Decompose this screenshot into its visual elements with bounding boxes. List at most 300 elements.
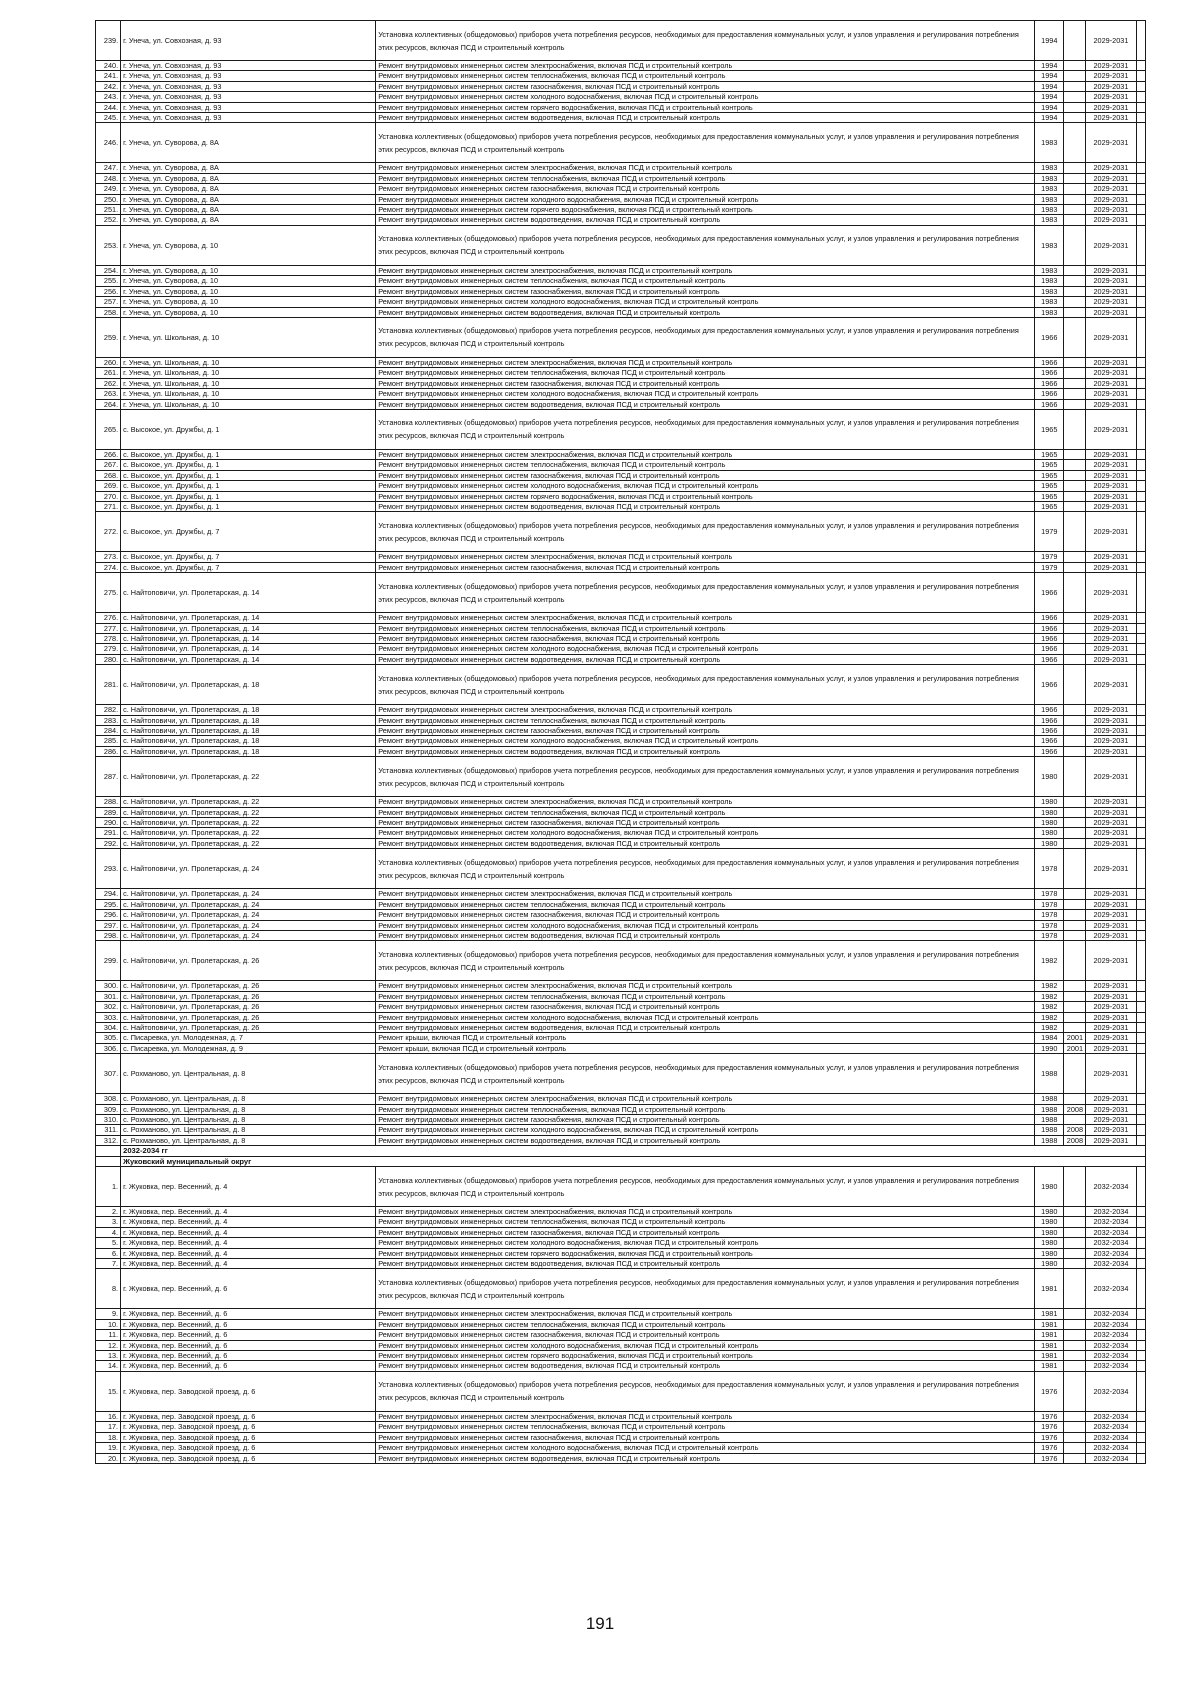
address-cell: г. Жуковка, пер. Весенний, д. 6 bbox=[121, 1330, 376, 1340]
last-repair-year-cell bbox=[1064, 930, 1086, 940]
planned-period-cell: 2032-2034 bbox=[1086, 1432, 1136, 1442]
last-repair-year-cell bbox=[1064, 736, 1086, 746]
blank-tail-cell bbox=[1136, 930, 1145, 940]
year-built-cell: 1981 bbox=[1035, 1269, 1064, 1309]
year-built-cell: 1965 bbox=[1035, 409, 1064, 449]
planned-period-cell: 2029-2031 bbox=[1086, 828, 1136, 838]
planned-period-cell: 2029-2031 bbox=[1086, 1002, 1136, 1012]
year-built-cell: 1980 bbox=[1035, 797, 1064, 807]
blank-tail-cell bbox=[1136, 1238, 1145, 1248]
work-description-cell: Ремонт внутридомовых инженерных систем электроснабжения, включая ПСД и строительный контроль bbox=[376, 449, 1035, 459]
planned-period-cell: 2029-2031 bbox=[1086, 71, 1136, 81]
year-built-cell: 1966 bbox=[1035, 654, 1064, 664]
last-repair-year-cell bbox=[1064, 173, 1086, 183]
work-description-cell: Ремонт внутридомовых инженерных систем электроснабжения, включая ПСД и строительный контроль bbox=[376, 1094, 1035, 1104]
row-number: 277. bbox=[96, 623, 121, 633]
planned-period-cell: 2029-2031 bbox=[1086, 286, 1136, 296]
table-row bbox=[96, 215, 1146, 225]
year-built-cell: 1966 bbox=[1035, 726, 1064, 736]
year-built-cell: 1965 bbox=[1035, 460, 1064, 470]
planned-period-cell: 2029-2031 bbox=[1086, 194, 1136, 204]
table-row bbox=[96, 1309, 1146, 1319]
blank-tail-cell bbox=[1136, 562, 1145, 572]
row-number: 311. bbox=[96, 1125, 121, 1135]
work-description-cell: Ремонт внутридомовых инженерных систем холодного водоснабжения, включая ПСД и строительный контроль bbox=[376, 92, 1035, 102]
year-built-cell: 1978 bbox=[1035, 849, 1064, 889]
row-number: 269. bbox=[96, 481, 121, 491]
planned-period-cell: 2029-2031 bbox=[1086, 910, 1136, 920]
year-built-cell: 1988 bbox=[1035, 1125, 1064, 1135]
row-number: 15. bbox=[96, 1371, 121, 1411]
last-repair-year-cell bbox=[1064, 665, 1086, 705]
planned-period-cell: 2029-2031 bbox=[1086, 981, 1136, 991]
year-built-cell: 1984 bbox=[1035, 1033, 1064, 1043]
work-description-cell: Ремонт внутридомовых инженерных систем газоснабжения, включая ПСД и строительный контроль bbox=[376, 378, 1035, 388]
planned-period-cell: 2029-2031 bbox=[1086, 409, 1136, 449]
year-built-cell: 1988 bbox=[1035, 1094, 1064, 1104]
last-repair-year-cell bbox=[1064, 113, 1086, 123]
row-number: 307. bbox=[96, 1054, 121, 1094]
last-repair-year-cell bbox=[1064, 726, 1086, 736]
table-row bbox=[96, 92, 1146, 102]
section-header-row bbox=[96, 1146, 1146, 1156]
row-number: 278. bbox=[96, 634, 121, 644]
planned-period-cell: 2029-2031 bbox=[1086, 1012, 1136, 1022]
work-description-cell: Ремонт внутридомовых инженерных систем горячего водоснабжения, включая ПСД и строительный контроль bbox=[376, 1351, 1035, 1361]
blank-tail-cell bbox=[1136, 613, 1145, 623]
row-number: 20. bbox=[96, 1453, 121, 1463]
planned-period-cell: 2029-2031 bbox=[1086, 654, 1136, 664]
blank-tail-cell bbox=[1136, 1094, 1145, 1104]
last-repair-year-cell bbox=[1064, 941, 1086, 981]
last-repair-year-cell bbox=[1064, 899, 1086, 909]
planned-period-cell: 2029-2031 bbox=[1086, 613, 1136, 623]
planned-period-cell: 2029-2031 bbox=[1086, 644, 1136, 654]
last-repair-year-cell bbox=[1064, 1114, 1086, 1124]
table-row bbox=[96, 1033, 1146, 1043]
year-built-cell: 1966 bbox=[1035, 573, 1064, 613]
year-built-cell: 1966 bbox=[1035, 378, 1064, 388]
last-repair-year-cell bbox=[1064, 1319, 1086, 1329]
blank-tail-cell bbox=[1136, 757, 1145, 797]
last-repair-year-cell bbox=[1064, 449, 1086, 459]
work-description-cell: Ремонт внутридомовых инженерных систем газоснабжения, включая ПСД и строительный контроль bbox=[376, 634, 1035, 644]
table-row bbox=[96, 449, 1146, 459]
table-row bbox=[96, 573, 1146, 613]
blank-tail-cell bbox=[1136, 184, 1145, 194]
year-built-cell: 1966 bbox=[1035, 746, 1064, 756]
year-built-cell: 1981 bbox=[1035, 1330, 1064, 1340]
planned-period-cell: 2029-2031 bbox=[1086, 123, 1136, 163]
blank-tail-cell bbox=[1136, 357, 1145, 367]
last-repair-year-cell bbox=[1064, 368, 1086, 378]
table-row bbox=[96, 889, 1146, 899]
row-number: 281. bbox=[96, 665, 121, 705]
table-row bbox=[96, 102, 1146, 112]
planned-period-cell: 2032-2034 bbox=[1086, 1361, 1136, 1371]
row-number: 1. bbox=[96, 1167, 121, 1207]
year-built-cell: 1965 bbox=[1035, 491, 1064, 501]
planned-period-cell: 2029-2031 bbox=[1086, 757, 1136, 797]
year-built-cell: 1982 bbox=[1035, 1002, 1064, 1012]
work-description-cell: Ремонт внутридомовых инженерных систем холодного водоснабжения, включая ПСД и строительный контроль bbox=[376, 920, 1035, 930]
work-description-cell: Ремонт внутридомовых инженерных систем газоснабжения, включая ПСД и строительный контроль bbox=[376, 726, 1035, 736]
year-built-cell: 1976 bbox=[1035, 1453, 1064, 1463]
table-row bbox=[96, 746, 1146, 756]
row-number: 275. bbox=[96, 573, 121, 613]
address-cell: г. Унеча, ул. Суворова, д. 8А bbox=[121, 163, 376, 173]
address-cell: г. Унеча, ул. Суворова, д. 10 bbox=[121, 265, 376, 275]
blank-tail-cell bbox=[1136, 910, 1145, 920]
planned-period-cell: 2029-2031 bbox=[1086, 460, 1136, 470]
work-description-cell: Ремонт внутридомовых инженерных систем водоотведения, включая ПСД и строительный контроль bbox=[376, 1135, 1035, 1145]
work-description-cell: Ремонт внутридомовых инженерных систем холодного водоснабжения, включая ПСД и строительный контроль bbox=[376, 828, 1035, 838]
last-repair-year-cell bbox=[1064, 491, 1086, 501]
planned-period-cell: 2029-2031 bbox=[1086, 215, 1136, 225]
blank-tail-cell bbox=[1136, 215, 1145, 225]
row-number: 274. bbox=[96, 562, 121, 572]
row-number: 19. bbox=[96, 1443, 121, 1453]
last-repair-year-cell bbox=[1064, 1411, 1086, 1421]
year-built-cell: 1976 bbox=[1035, 1432, 1064, 1442]
address-cell: г. Унеча, ул. Школьная, д. 10 bbox=[121, 357, 376, 367]
planned-period-cell: 2029-2031 bbox=[1086, 61, 1136, 71]
planned-period-cell: 2032-2034 bbox=[1086, 1207, 1136, 1217]
planned-period-cell: 2032-2034 bbox=[1086, 1371, 1136, 1411]
work-description-cell: Ремонт внутридомовых инженерных систем электроснабжения, включая ПСД и строительный контроль bbox=[376, 1309, 1035, 1319]
table-row bbox=[96, 1043, 1146, 1053]
last-repair-year-cell bbox=[1064, 797, 1086, 807]
row-number: 18. bbox=[96, 1432, 121, 1442]
planned-period-cell: 2032-2034 bbox=[1086, 1248, 1136, 1258]
row-number: 246. bbox=[96, 123, 121, 163]
year-built-cell: 1980 bbox=[1035, 838, 1064, 848]
address-cell: г. Жуковка, пер. Заводской проезд, д. 6 bbox=[121, 1411, 376, 1421]
last-repair-year-cell: 2008 bbox=[1064, 1125, 1086, 1135]
blank-tail-cell bbox=[1136, 715, 1145, 725]
row-number: 13. bbox=[96, 1351, 121, 1361]
address-cell: г. Жуковка, пер. Весенний, д. 4 bbox=[121, 1248, 376, 1258]
last-repair-year-cell bbox=[1064, 889, 1086, 899]
row-number: 266. bbox=[96, 449, 121, 459]
last-repair-year-cell: 2008 bbox=[1064, 1104, 1086, 1114]
section-blank-cell bbox=[96, 1146, 121, 1156]
row-number: 5. bbox=[96, 1238, 121, 1248]
row-number: 272. bbox=[96, 512, 121, 552]
row-number: 296. bbox=[96, 910, 121, 920]
table-row bbox=[96, 1371, 1146, 1411]
blank-tail-cell bbox=[1136, 838, 1145, 848]
last-repair-year-cell bbox=[1064, 1432, 1086, 1442]
blank-tail-cell bbox=[1136, 1054, 1145, 1094]
last-repair-year-cell bbox=[1064, 920, 1086, 930]
address-cell: с. Рохманово, ул. Центральная, д. 8 bbox=[121, 1054, 376, 1094]
work-description-cell: Установка коллективных (общедомовых) приборов учета потребления ресурсов, необходимых для предоставления коммунальных услуг, и узлов управления и регулирования потребления этих ресурсов, включая ПСД и строительный контроль bbox=[376, 123, 1035, 163]
row-number: 12. bbox=[96, 1340, 121, 1350]
year-built-cell: 1966 bbox=[1035, 389, 1064, 399]
row-number: 280. bbox=[96, 654, 121, 664]
table-row bbox=[96, 1259, 1146, 1269]
table-row bbox=[96, 501, 1146, 511]
row-number: 8. bbox=[96, 1269, 121, 1309]
last-repair-year-cell bbox=[1064, 746, 1086, 756]
table-row bbox=[96, 357, 1146, 367]
last-repair-year-cell bbox=[1064, 705, 1086, 715]
row-number: 295. bbox=[96, 899, 121, 909]
address-cell: с. Найтоповичи, ул. Пролетарская, д. 22 bbox=[121, 838, 376, 848]
address-cell: г. Унеча, ул. Школьная, д. 10 bbox=[121, 317, 376, 357]
last-repair-year-cell: 2001 bbox=[1064, 1033, 1086, 1043]
work-description-cell: Ремонт внутридомовых инженерных систем холодного водоснабжения, включая ПСД и строительный контроль bbox=[376, 644, 1035, 654]
row-number: 250. bbox=[96, 194, 121, 204]
row-number: 14. bbox=[96, 1361, 121, 1371]
blank-tail-cell bbox=[1136, 92, 1145, 102]
address-cell: с. Найтоповичи, ул. Пролетарская, д. 24 bbox=[121, 930, 376, 940]
last-repair-year-cell bbox=[1064, 552, 1086, 562]
work-description-cell: Ремонт внутридомовых инженерных систем водоотведения, включая ПСД и строительный контроль bbox=[376, 1453, 1035, 1463]
address-cell: с. Найтоповичи, ул. Пролетарская, д. 24 bbox=[121, 889, 376, 899]
work-description-cell: Ремонт внутридомовых инженерных систем холодного водоснабжения, включая ПСД и строительный контроль bbox=[376, 1012, 1035, 1022]
work-description-cell: Ремонт внутридомовых инженерных систем газоснабжения, включая ПСД и строительный контроль bbox=[376, 1227, 1035, 1237]
address-cell: г. Унеча, ул. Суворова, д. 10 bbox=[121, 276, 376, 286]
planned-period-cell: 2029-2031 bbox=[1086, 941, 1136, 981]
year-built-cell: 1966 bbox=[1035, 644, 1064, 654]
year-built-cell: 1982 bbox=[1035, 1022, 1064, 1032]
year-built-cell: 1980 bbox=[1035, 1207, 1064, 1217]
address-cell: г. Унеча, ул. Школьная, д. 10 bbox=[121, 389, 376, 399]
year-built-cell: 1979 bbox=[1035, 552, 1064, 562]
year-built-cell: 1976 bbox=[1035, 1411, 1064, 1421]
table-row bbox=[96, 184, 1146, 194]
year-built-cell: 1988 bbox=[1035, 1135, 1064, 1145]
work-description-cell: Ремонт крыши, включая ПСД и строительный контроль bbox=[376, 1033, 1035, 1043]
address-cell: г. Унеча, ул. Суворова, д. 10 bbox=[121, 307, 376, 317]
last-repair-year-cell bbox=[1064, 205, 1086, 215]
last-repair-year-cell bbox=[1064, 184, 1086, 194]
address-cell: г. Жуковка, пер. Весенний, д. 6 bbox=[121, 1309, 376, 1319]
table-row bbox=[96, 910, 1146, 920]
blank-tail-cell bbox=[1136, 705, 1145, 715]
last-repair-year-cell bbox=[1064, 1371, 1086, 1411]
planned-period-cell: 2029-2031 bbox=[1086, 102, 1136, 112]
table-row bbox=[96, 470, 1146, 480]
year-built-cell: 1980 bbox=[1035, 1248, 1064, 1258]
last-repair-year-cell bbox=[1064, 1167, 1086, 1207]
blank-tail-cell bbox=[1136, 981, 1145, 991]
blank-tail-cell bbox=[1136, 1371, 1145, 1411]
planned-period-cell: 2029-2031 bbox=[1086, 889, 1136, 899]
address-cell: г. Жуковка, пер. Весенний, д. 6 bbox=[121, 1361, 376, 1371]
table-row bbox=[96, 1217, 1146, 1227]
last-repair-year-cell bbox=[1064, 1012, 1086, 1022]
year-built-cell: 1966 bbox=[1035, 368, 1064, 378]
row-number: 7. bbox=[96, 1259, 121, 1269]
last-repair-year-cell bbox=[1064, 613, 1086, 623]
row-number: 309. bbox=[96, 1104, 121, 1114]
work-description-cell: Ремонт внутридомовых инженерных систем газоснабжения, включая ПСД и строительный контроль bbox=[376, 286, 1035, 296]
blank-tail-cell bbox=[1136, 1443, 1145, 1453]
planned-period-cell: 2029-2031 bbox=[1086, 357, 1136, 367]
planned-period-cell: 2029-2031 bbox=[1086, 399, 1136, 409]
last-repair-year-cell bbox=[1064, 634, 1086, 644]
blank-tail-cell bbox=[1136, 409, 1145, 449]
blank-tail-cell bbox=[1136, 1217, 1145, 1227]
last-repair-year-cell bbox=[1064, 1422, 1086, 1432]
work-description-cell: Ремонт внутридомовых инженерных систем электроснабжения, включая ПСД и строительный контроль bbox=[376, 613, 1035, 623]
blank-tail-cell bbox=[1136, 205, 1145, 215]
year-built-cell: 1994 bbox=[1035, 61, 1064, 71]
row-number: 298. bbox=[96, 930, 121, 940]
table-row bbox=[96, 1238, 1146, 1248]
work-description-cell: Ремонт внутридомовых инженерных систем горячего водоснабжения, включая ПСД и строительный контроль bbox=[376, 1248, 1035, 1258]
planned-period-cell: 2029-2031 bbox=[1086, 1054, 1136, 1094]
blank-tail-cell bbox=[1136, 1033, 1145, 1043]
blank-tail-cell bbox=[1136, 1319, 1145, 1329]
year-built-cell: 1966 bbox=[1035, 317, 1064, 357]
address-cell: г. Жуковка, пер. Заводской проезд, д. 6 bbox=[121, 1432, 376, 1442]
row-number: 244. bbox=[96, 102, 121, 112]
blank-tail-cell bbox=[1136, 173, 1145, 183]
planned-period-cell: 2029-2031 bbox=[1086, 552, 1136, 562]
last-repair-year-cell bbox=[1064, 21, 1086, 61]
address-cell: г. Унеча, ул. Суворова, д. 8А bbox=[121, 184, 376, 194]
last-repair-year-cell bbox=[1064, 1054, 1086, 1094]
table-row bbox=[96, 460, 1146, 470]
last-repair-year-cell bbox=[1064, 1330, 1086, 1340]
row-number: 10. bbox=[96, 1319, 121, 1329]
table-row bbox=[96, 644, 1146, 654]
section-header-row bbox=[96, 1156, 1146, 1166]
work-description-cell: Ремонт внутридомовых инженерных систем водоотведения, включая ПСД и строительный контроль bbox=[376, 838, 1035, 848]
blank-tail-cell bbox=[1136, 194, 1145, 204]
blank-tail-cell bbox=[1136, 828, 1145, 838]
row-number: 249. bbox=[96, 184, 121, 194]
blank-tail-cell bbox=[1136, 1135, 1145, 1145]
row-number: 254. bbox=[96, 265, 121, 275]
row-number: 302. bbox=[96, 1002, 121, 1012]
row-number: 2. bbox=[96, 1207, 121, 1217]
section-title: Жуковский муниципальный округ bbox=[121, 1156, 1146, 1166]
blank-tail-cell bbox=[1136, 644, 1145, 654]
row-number: 279. bbox=[96, 644, 121, 654]
row-number: 294. bbox=[96, 889, 121, 899]
work-description-cell: Установка коллективных (общедомовых) приборов учета потребления ресурсов, необходимых для предоставления коммунальных услуг, и узлов управления и регулирования потребления этих ресурсов, включая ПСД и строительный контроль bbox=[376, 512, 1035, 552]
work-description-cell: Ремонт внутридомовых инженерных систем горячего водоснабжения, включая ПСД и строительный контроль bbox=[376, 491, 1035, 501]
blank-tail-cell bbox=[1136, 665, 1145, 705]
address-cell: г. Унеча, ул. Совхозная, д. 93 bbox=[121, 81, 376, 91]
work-description-cell: Ремонт внутридомовых инженерных систем холодного водоснабжения, включая ПСД и строительный контроль bbox=[376, 736, 1035, 746]
work-description-cell: Ремонт внутридомовых инженерных систем холодного водоснабжения, включая ПСД и строительный контроль bbox=[376, 1125, 1035, 1135]
planned-period-cell: 2029-2031 bbox=[1086, 807, 1136, 817]
row-number: 258. bbox=[96, 307, 121, 317]
planned-period-cell: 2032-2034 bbox=[1086, 1259, 1136, 1269]
row-number: 248. bbox=[96, 173, 121, 183]
planned-period-cell: 2029-2031 bbox=[1086, 205, 1136, 215]
blank-tail-cell bbox=[1136, 1227, 1145, 1237]
year-built-cell: 1980 bbox=[1035, 807, 1064, 817]
blank-tail-cell bbox=[1136, 163, 1145, 173]
row-number: 263. bbox=[96, 389, 121, 399]
work-description-cell: Ремонт внутридомовых инженерных систем электроснабжения, включая ПСД и строительный контроль bbox=[376, 981, 1035, 991]
address-cell: с. Рохманово, ул. Центральная, д. 8 bbox=[121, 1104, 376, 1114]
table-row bbox=[96, 818, 1146, 828]
row-number: 292. bbox=[96, 838, 121, 848]
address-cell: с. Писаревка, ул. Молодежная, д. 9 bbox=[121, 1043, 376, 1053]
blank-tail-cell bbox=[1136, 470, 1145, 480]
year-built-cell: 1983 bbox=[1035, 184, 1064, 194]
blank-tail-cell bbox=[1136, 1330, 1145, 1340]
planned-period-cell: 2029-2031 bbox=[1086, 297, 1136, 307]
blank-tail-cell bbox=[1136, 623, 1145, 633]
row-number: 300. bbox=[96, 981, 121, 991]
work-description-cell: Ремонт внутридомовых инженерных систем электроснабжения, включая ПСД и строительный контроль bbox=[376, 889, 1035, 899]
last-repair-year-cell bbox=[1064, 92, 1086, 102]
row-number: 256. bbox=[96, 286, 121, 296]
table-row bbox=[96, 286, 1146, 296]
address-cell: с. Найтоповичи, ул. Пролетарская, д. 24 bbox=[121, 899, 376, 909]
blank-tail-cell bbox=[1136, 1309, 1145, 1319]
year-built-cell: 1979 bbox=[1035, 512, 1064, 552]
year-built-cell: 1994 bbox=[1035, 21, 1064, 61]
blank-tail-cell bbox=[1136, 1422, 1145, 1432]
table-row bbox=[96, 368, 1146, 378]
year-built-cell: 1980 bbox=[1035, 1227, 1064, 1237]
address-cell: г. Унеча, ул. Совхозная, д. 93 bbox=[121, 21, 376, 61]
address-cell: с. Найтоповичи, ул. Пролетарская, д. 26 bbox=[121, 1012, 376, 1022]
planned-period-cell: 2029-2031 bbox=[1086, 899, 1136, 909]
blank-tail-cell bbox=[1136, 1114, 1145, 1124]
table-row bbox=[96, 941, 1146, 981]
year-built-cell: 1978 bbox=[1035, 930, 1064, 940]
planned-period-cell: 2029-2031 bbox=[1086, 113, 1136, 123]
address-cell: с. Писаревка, ул. Молодежная, д. 7 bbox=[121, 1033, 376, 1043]
work-description-cell: Ремонт внутридомовых инженерных систем теплоснабжения, включая ПСД и строительный контроль bbox=[376, 623, 1035, 633]
table-row bbox=[96, 1319, 1146, 1329]
work-description-cell: Ремонт внутридомовых инженерных систем теплоснабжения, включая ПСД и строительный контроль bbox=[376, 807, 1035, 817]
planned-period-cell: 2032-2034 bbox=[1086, 1319, 1136, 1329]
planned-period-cell: 2032-2034 bbox=[1086, 1453, 1136, 1463]
table-row bbox=[96, 265, 1146, 275]
planned-period-cell: 2029-2031 bbox=[1086, 368, 1136, 378]
work-description-cell: Ремонт внутридомовых инженерных систем электроснабжения, включая ПСД и строительный контроль bbox=[376, 797, 1035, 807]
planned-period-cell: 2029-2031 bbox=[1086, 991, 1136, 1001]
table-row bbox=[96, 920, 1146, 930]
row-number: 306. bbox=[96, 1043, 121, 1053]
table-row bbox=[96, 1104, 1146, 1114]
year-built-cell: 1981 bbox=[1035, 1351, 1064, 1361]
planned-period-cell: 2029-2031 bbox=[1086, 512, 1136, 552]
year-built-cell: 1978 bbox=[1035, 910, 1064, 920]
blank-tail-cell bbox=[1136, 1351, 1145, 1361]
year-built-cell: 1966 bbox=[1035, 736, 1064, 746]
last-repair-year-cell bbox=[1064, 807, 1086, 817]
address-cell: с. Найтоповичи, ул. Пролетарская, д. 18 bbox=[121, 746, 376, 756]
work-description-cell: Ремонт внутридомовых инженерных систем водоотведения, включая ПСД и строительный контроль bbox=[376, 1022, 1035, 1032]
work-description-cell: Ремонт крыши, включая ПСД и строительный контроль bbox=[376, 1043, 1035, 1053]
address-cell: г. Унеча, ул. Суворова, д. 8А bbox=[121, 205, 376, 215]
year-built-cell: 1980 bbox=[1035, 828, 1064, 838]
work-description-cell: Ремонт внутридомовых инженерных систем газоснабжения, включая ПСД и строительный контроль bbox=[376, 1114, 1035, 1124]
table-row bbox=[96, 21, 1146, 61]
year-built-cell: 1983 bbox=[1035, 307, 1064, 317]
address-cell: г. Унеча, ул. Школьная, д. 10 bbox=[121, 378, 376, 388]
year-built-cell: 1966 bbox=[1035, 613, 1064, 623]
address-cell: с. Найтоповичи, ул. Пролетарская, д. 26 bbox=[121, 1002, 376, 1012]
last-repair-year-cell bbox=[1064, 562, 1086, 572]
blank-tail-cell bbox=[1136, 265, 1145, 275]
work-description-cell: Установка коллективных (общедомовых) приборов учета потребления ресурсов, необходимых для предоставления коммунальных услуг, и узлов управления и регулирования потребления этих ресурсов, включая ПСД и строительный контроль bbox=[376, 21, 1035, 61]
blank-tail-cell bbox=[1136, 889, 1145, 899]
